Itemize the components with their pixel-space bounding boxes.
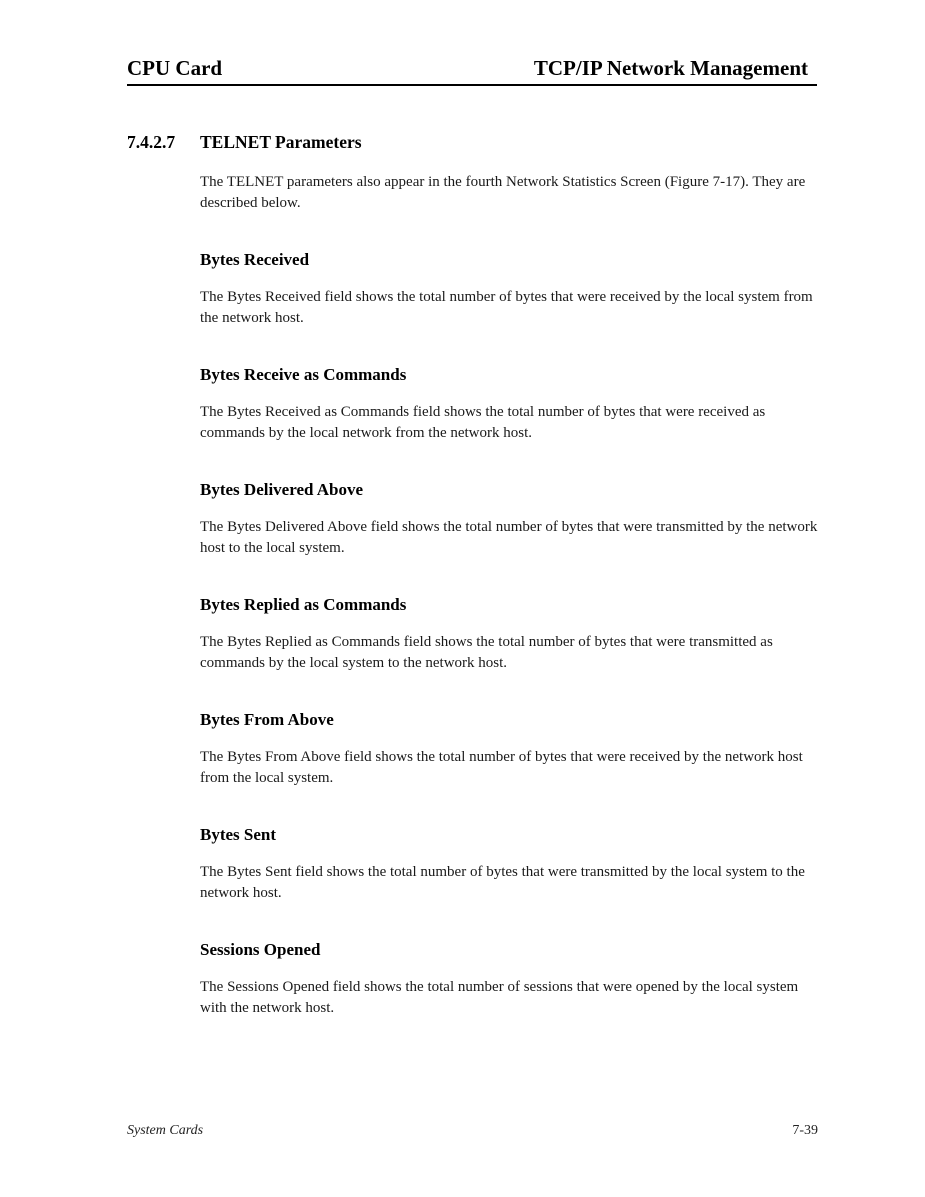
page-header	[127, 56, 817, 86]
param-bytes-sent	[200, 824, 820, 904]
param-bytes-receive-as-commands	[200, 364, 820, 444]
param-description: The Sessions Opened field shows the total number of sessions that were opened by the local system with the network host.	[200, 979, 799, 1016]
param-title: Bytes Delivered Above	[200, 480, 364, 499]
param-title: Bytes Receive as Commands	[200, 365, 407, 384]
param-title: Bytes Sent	[200, 825, 277, 844]
param-bytes-delivered-above	[200, 479, 820, 559]
section-intro: The TELNET parameters also appear in the fourth Network Statistics Screen (Figure 7-17). They are described below.	[200, 174, 806, 211]
page-content	[200, 172, 820, 1019]
param-description: The Bytes Received field shows the total number of bytes that were received by the local system from the network host.	[200, 289, 813, 326]
param-description: The Bytes From Above field shows the total number of bytes that were received by the network host from the local system.	[200, 749, 803, 786]
footer-book-title: System Cards	[127, 1123, 204, 1138]
param-bytes-replied-as-commands	[200, 594, 820, 674]
section-title: TELNET Parameters	[200, 132, 362, 152]
param-description: The Bytes Sent field shows the total number of bytes that were transmitted by the local system to the network host.	[200, 864, 805, 901]
section-number: 7.4.2.7	[127, 132, 176, 152]
param-title: Sessions Opened	[200, 940, 321, 959]
footer-page-number: 7-39	[792, 1123, 818, 1138]
param-description: The Bytes Delivered Above field shows the total number of bytes that were transmitted by the network host to the local system.	[200, 519, 818, 556]
param-description: The Bytes Replied as Commands field shows the total number of bytes that were transmitted as commands by the local system to the network host.	[200, 634, 773, 671]
param-bytes-from-above	[200, 709, 820, 789]
param-description: The Bytes Received as Commands field shows the total number of bytes that were received as commands by the local network from the network host.	[200, 404, 766, 441]
param-bytes-received	[200, 249, 820, 329]
header-chapter-title: CPU Card	[127, 56, 223, 80]
param-sessions-opened	[200, 939, 820, 1019]
header-section-title: TCP/IP Network Management	[533, 56, 808, 80]
param-title: Bytes Replied as Commands	[200, 595, 407, 614]
param-title: Bytes Received	[200, 250, 310, 269]
param-title: Bytes From Above	[200, 710, 334, 729]
section-heading	[127, 132, 362, 152]
